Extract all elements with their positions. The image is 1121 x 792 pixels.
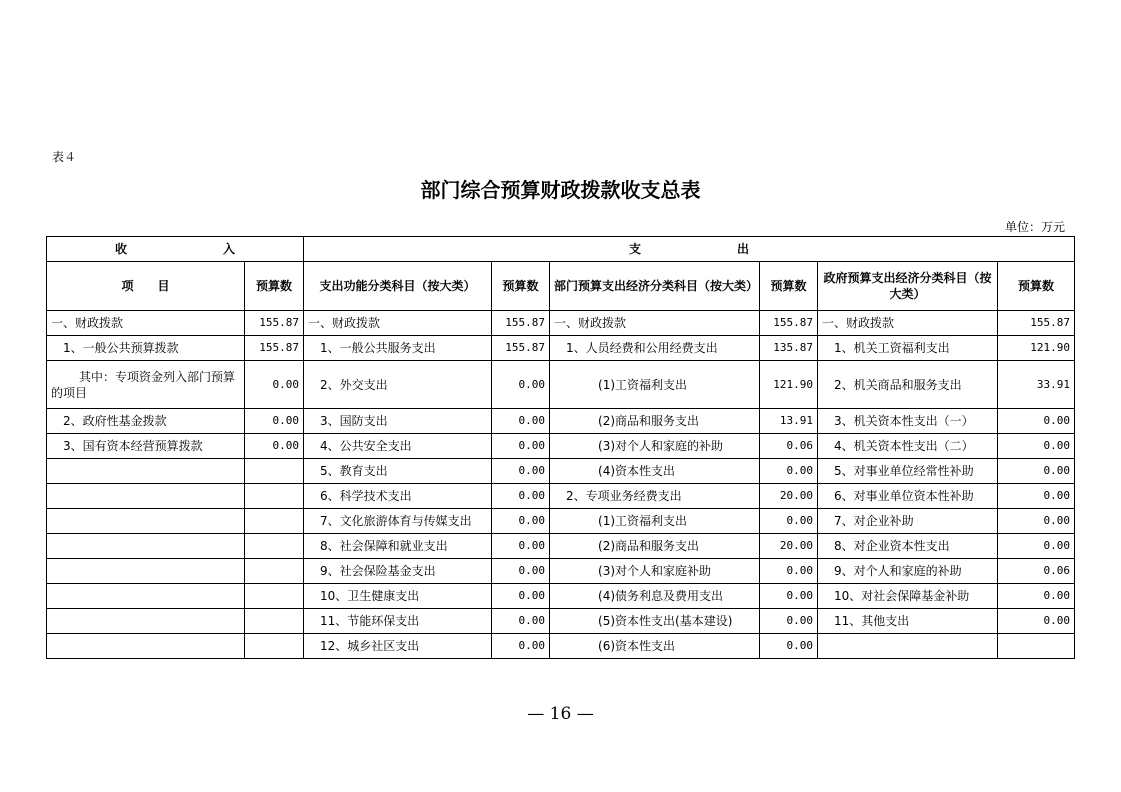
func-item: 7、文化旅游体育与传媒支出 [304,509,492,534]
func-amount: 155.87 [492,311,550,336]
table-row [47,559,1075,584]
func-item: 1、一般公共服务支出 [304,336,492,361]
dept-econ-item: (5)资本性支出(基本建设) [550,609,760,634]
header-row-top [47,237,1075,262]
dept-econ-amount: 20.00 [760,534,818,559]
income-amount [245,634,304,659]
gov-econ-item: 2、机关商品和服务支出 [818,361,998,409]
income-item [47,609,245,634]
dept-econ-amount: 0.00 [760,509,818,534]
gov-econ-amount: 155.87 [998,311,1075,336]
func-item: 5、教育支出 [304,459,492,484]
table-row [47,409,1075,434]
dept-econ-amount: 155.87 [760,311,818,336]
table-number: 表４ [52,150,77,164]
income-amount: 155.87 [245,311,304,336]
income-item: 一、财政拨款 [47,311,245,336]
func-item: 一、财政拨款 [304,311,492,336]
table-row [47,534,1075,559]
page-number: — 16 — [527,704,594,724]
dept-econ-amount: 0.00 [760,559,818,584]
unit-label: 单位：万元 [1004,220,1065,234]
gov-econ-item: 6、对事业单位资本性补助 [818,484,998,509]
gov-econ-amount: 0.00 [998,484,1075,509]
table-row [47,584,1075,609]
table-row [47,336,1075,361]
income-amount [245,509,304,534]
col-budget-header: 预算数 [492,262,550,311]
dept-econ-amount: 0.00 [760,584,818,609]
col-budget-header: 预算数 [998,262,1075,311]
gov-econ-amount: 121.90 [998,336,1075,361]
dept-econ-amount: 0.00 [760,459,818,484]
dept-econ-amount: 0.00 [760,609,818,634]
income-item [47,559,245,584]
table-row [47,434,1075,459]
income-amount [245,609,304,634]
dept-econ-item: (3)对个人和家庭的补助 [550,434,760,459]
gov-econ-item: 1、机关工资福利支出 [818,336,998,361]
gov-econ-amount: 0.00 [998,459,1075,484]
gov-econ-item: 一、财政拨款 [818,311,998,336]
func-item: 3、国防支出 [304,409,492,434]
table-row [47,609,1075,634]
dept-econ-item: (1)工资福利支出 [550,509,760,534]
func-item: 9、社会保险基金支出 [304,559,492,584]
dept-econ-item: (2)商品和服务支出 [550,409,760,434]
func-amount: 0.00 [492,361,550,409]
col-budget-header: 预算数 [760,262,818,311]
col-func-header: 支出功能分类科目（按大类） [304,262,492,311]
income-item [47,509,245,534]
income-amount: 0.00 [245,434,304,459]
col-item-header: 项 目 [47,262,245,311]
gov-econ-item: 8、对企业资本性支出 [818,534,998,559]
dept-econ-item: (4)资本性支出 [550,459,760,484]
gov-econ-amount: 0.06 [998,559,1075,584]
func-amount: 0.00 [492,434,550,459]
dept-econ-item: (4)债务利息及费用支出 [550,584,760,609]
gov-econ-item: 5、对事业单位经常性补助 [818,459,998,484]
gov-econ-amount: 0.00 [998,584,1075,609]
table-row [47,361,1075,409]
budget-table [46,236,1075,659]
income-item: 2、政府性基金拨款 [47,409,245,434]
func-amount: 0.00 [492,409,550,434]
dept-econ-amount: 121.90 [760,361,818,409]
func-amount: 0.00 [492,609,550,634]
income-amount [245,459,304,484]
dept-econ-amount: 0.00 [760,634,818,659]
income-amount [245,534,304,559]
func-amount: 0.00 [492,634,550,659]
func-item: 11、节能环保支出 [304,609,492,634]
page-title: 部门综合预算财政拨款收支总表 [420,178,701,202]
dept-econ-amount: 135.87 [760,336,818,361]
func-amount: 0.00 [492,509,550,534]
func-amount: 155.87 [492,336,550,361]
income-item [47,584,245,609]
header-row-columns [47,262,1075,311]
func-item: 10、卫生健康支出 [304,584,492,609]
income-item [47,459,245,484]
income-amount: 155.87 [245,336,304,361]
func-amount: 0.00 [492,559,550,584]
dept-econ-amount: 20.00 [760,484,818,509]
gov-econ-amount: 0.00 [998,609,1075,634]
func-item: 2、外交支出 [304,361,492,409]
income-header: 收 入 [47,237,304,262]
dept-econ-item: (3)对个人和家庭补助 [550,559,760,584]
gov-econ-item: 7、对企业补助 [818,509,998,534]
income-item [47,534,245,559]
table-row [47,634,1075,659]
func-item: 12、城乡社区支出 [304,634,492,659]
table-row [47,484,1075,509]
gov-econ-amount: 0.00 [998,409,1075,434]
dept-econ-item: (2)商品和服务支出 [550,534,760,559]
gov-econ-amount [998,634,1075,659]
gov-econ-amount: 0.00 [998,534,1075,559]
table-row [47,459,1075,484]
dept-econ-item: 2、专项业务经费支出 [550,484,760,509]
gov-econ-item: 11、其他支出 [818,609,998,634]
gov-econ-item: 4、机关资本性支出（二） [818,434,998,459]
dept-econ-amount: 13.91 [760,409,818,434]
income-amount [245,484,304,509]
income-amount: 0.00 [245,361,304,409]
func-amount: 0.00 [492,484,550,509]
gov-econ-item [818,634,998,659]
col-budget-header: 预算数 [245,262,304,311]
income-item: 1、一般公共预算拨款 [47,336,245,361]
func-item: 4、公共安全支出 [304,434,492,459]
gov-econ-amount: 0.00 [998,509,1075,534]
gov-econ-item: 10、对社会保障基金补助 [818,584,998,609]
col-dept-econ-header: 部门预算支出经济分类科目（按大类） [550,262,760,311]
income-item: 其中：专项资金列入部门预算的项目 [47,361,245,409]
gov-econ-item: 9、对个人和家庭的补助 [818,559,998,584]
func-amount: 0.00 [492,584,550,609]
income-item [47,484,245,509]
table-row [47,509,1075,534]
expense-header: 支 出 [304,237,1075,262]
gov-econ-item: 3、机关资本性支出（一） [818,409,998,434]
col-gov-econ-header: 政府预算支出经济分类科目（按大类） [818,262,998,311]
income-item: 3、国有资本经营预算拨款 [47,434,245,459]
dept-econ-item: 一、财政拨款 [550,311,760,336]
table-row [47,311,1075,336]
func-amount: 0.00 [492,534,550,559]
dept-econ-amount: 0.06 [760,434,818,459]
income-amount [245,559,304,584]
func-item: 8、社会保障和就业支出 [304,534,492,559]
dept-econ-item: (6)资本性支出 [550,634,760,659]
gov-econ-amount: 33.91 [998,361,1075,409]
dept-econ-item: 1、人员经费和公用经费支出 [550,336,760,361]
func-amount: 0.00 [492,459,550,484]
dept-econ-item: (1)工资福利支出 [550,361,760,409]
gov-econ-amount: 0.00 [998,434,1075,459]
income-amount: 0.00 [245,409,304,434]
income-amount [245,584,304,609]
income-item [47,634,245,659]
func-item: 6、科学技术支出 [304,484,492,509]
